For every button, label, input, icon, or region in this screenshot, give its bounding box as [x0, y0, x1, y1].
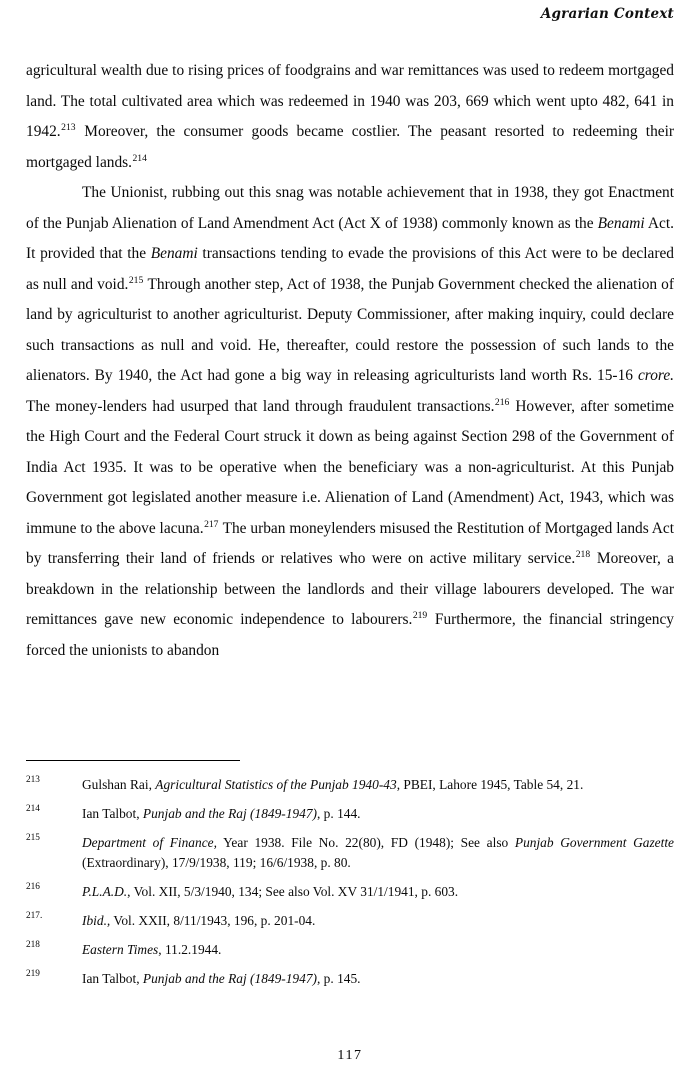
- body-text: [26, 56, 674, 666]
- paragraph: The Unionist, rubbing out this snag was notable achievement that in 1938, they got Enactment of the Punjab Alienation of Land Amendment Act (Act X of 1938) commonly known as the Benami Act. It provided that the Benami transactions tending to evade the provisions of this Act were to be declared as null and void.$^{215}$ Through another step, Act of 1938, the Punjab Government checked the alienation of land by agriculturist to another agriculturist. Deputy Commissioner, after making inquiry, could declare such transactions as null and void. He, thereafter, could restore the possession of such lands to the alienators. By 1940, the Act had gone a big way in releasing agriculturists land worth Rs. 15-16 crore. The money-lenders had usurped that land through fraudulent transactions.$^{216}$ However, after sometime the High Court and the Federal Court struck it down as being against Section 298 of the Government of India Act 1935. It was to be operative when the beneficiary was a non-agriculturist. At this Punjab Government got legislated another measure i.e. Alienation of Land (Amendment) Act, 1943, which was immune to the above lacuna.$^{217}$ The urban moneylenders misused the Restitution of Mortgaged lands Act by transferring their land of friends or relatives who were on active military service.$^{218}$ Moreover, a breakdown in the relationship between the landlords and their village labourers developed. The war remittances gave new economic independence to labourers.$^{219}$ Furthermore, the financial stringency forced the unionists to abandon: [26, 184, 675, 659]
- italic-run: Punjab and the Raj (1849-1947): [142, 970, 317, 986]
- italic-run: Benami: [597, 214, 645, 232]
- italic-run: Benami: [150, 245, 198, 262]
- footnote-reference[interactable]: 217: [204, 518, 219, 530]
- footnote-text: Ian Talbot, Punjab and the Raj (1849-1947), p. 144.: [82, 806, 361, 821]
- footnote-text: Eastern Times, 11.2.1944.: [82, 941, 222, 957]
- footnote-entry: [26, 969, 674, 989]
- footnote-number: 216: [26, 881, 40, 892]
- footnote-entry: [26, 775, 674, 795]
- footnote-entry: [26, 833, 674, 872]
- footnote-entry: [26, 911, 674, 931]
- italic-run: Ibid.,: [82, 912, 111, 928]
- footnote-reference[interactable]: 219: [412, 610, 428, 622]
- italic-run: crore.: [637, 367, 674, 384]
- footnote-separator-rule: [26, 760, 240, 761]
- footnote-entry: [26, 804, 674, 824]
- footnote-text: P.L.A.D., Vol. XII, 5/3/1940, 134; See also Vol. XV 31/1/1941, p. 603.: [82, 883, 459, 899]
- italic-run: Punjab and the Raj (1849-1947): [142, 806, 317, 821]
- footnote-number: 217.: [26, 910, 43, 921]
- italic-run: Department of Finance,: [82, 835, 217, 850]
- footnote-reference[interactable]: 214: [132, 152, 147, 164]
- footnote-reference[interactable]: 218: [575, 549, 591, 561]
- footnote-text: Gulshan Rai, Agricultural Statistics of the Punjab 1940-43, PBEI, Lahore 1945, Table 54, 21.: [82, 777, 584, 792]
- footnote-number: 219: [26, 968, 40, 979]
- footnote-reference[interactable]: 213: [61, 122, 76, 134]
- footnote-list: [26, 775, 674, 988]
- running-header: Agrarian Context: [540, 6, 674, 22]
- footnote-reference[interactable]: 215: [128, 274, 144, 286]
- footnote-number: 218: [26, 939, 40, 950]
- footnote-text: Department of Finance, Year 1938. File No. 22(80), FD (1948); See also Punjab Government Gazette (Extraordinary), 17/9/1938, 119; 16/6/1938, p. 80.: [82, 835, 674, 870]
- footnote-reference[interactable]: 216: [494, 396, 510, 408]
- footnote-entry: [26, 940, 674, 960]
- footnote-number: 215: [26, 833, 40, 843]
- italic-run: Agricultural Statistics of the Punjab 1940-43: [155, 777, 397, 792]
- footnote-entry: [26, 882, 674, 902]
- footnote-number: 214: [26, 804, 40, 814]
- footnote-text: Ibid., Vol. XXII, 8/11/1943, 196, p. 201-04.: [82, 912, 316, 928]
- footnote-text: Ian Talbot, Punjab and the Raj (1849-1947), p. 145.: [82, 970, 361, 986]
- italic-run: Eastern Times: [82, 941, 159, 957]
- paragraph: agricultural wealth due to rising prices of foodgrains and war remittances was used to redeem mortgaged land. The total cultivated area which was redeemed in 1940 was 203, 669 which went upto 482, 641 in 1942.$^{213}$ Moreover, the consumer goods became costlier. The peasant resorted to redeeming their mortgaged lands.$^{214}$: [26, 62, 674, 171]
- italic-run: P.L.A.D.: [82, 883, 128, 899]
- footnote-number: 213: [26, 775, 40, 785]
- italic-run: Punjab Government Gazette: [514, 835, 674, 850]
- page-number: 117: [337, 1048, 363, 1063]
